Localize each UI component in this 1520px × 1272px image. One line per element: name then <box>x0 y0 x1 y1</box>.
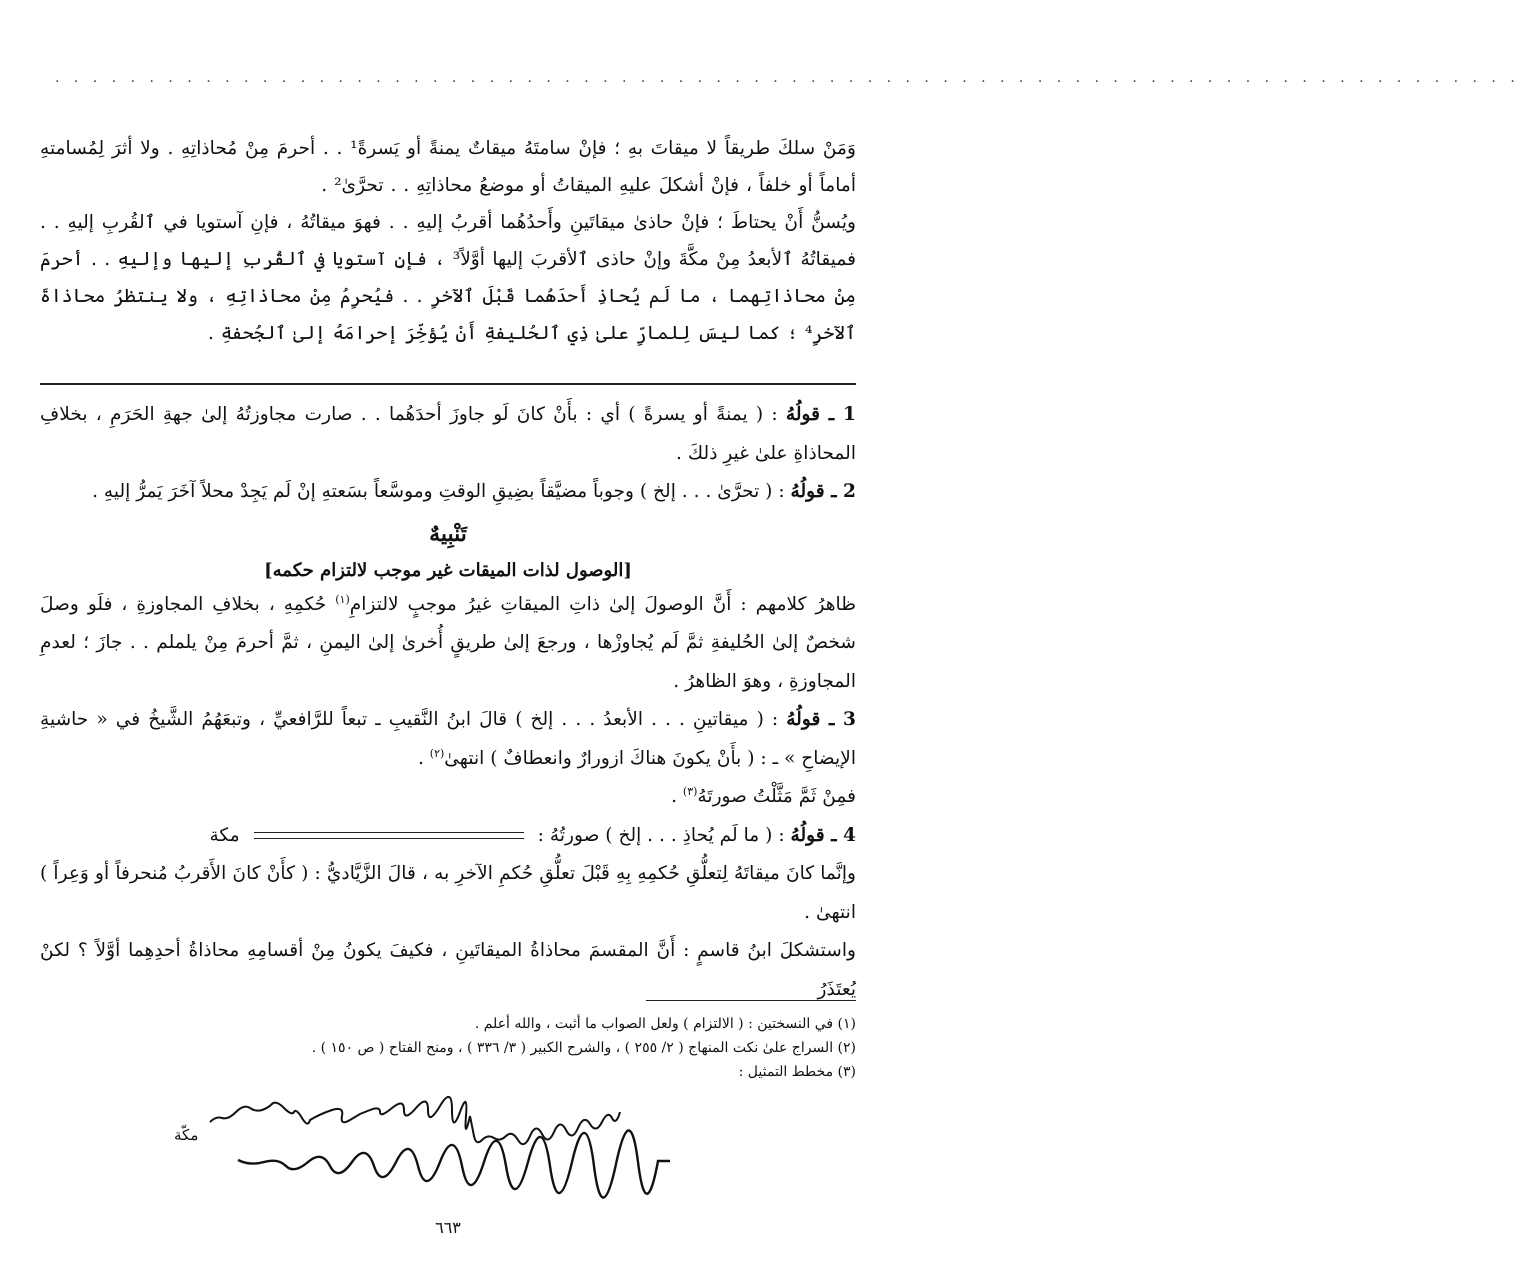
tanbih-text-b: حُكمِهِ ، بخلافِ المجاوزةِ ، فلَو وصلَ شخصٌ إلىٰ الحُليفةِ ثمَّ لَم يُجاوزْها ، ورجعَ إلىٰ طريقٍ أُخرىٰ إلىٰ اليمنِ ، ثمَّ أحرمَ مِنْ يلملم . . جازَ ؛ لعدمِ المجاوزةِ ، وهوَ الظاهرُ . <box>40 593 856 692</box>
tanbih-heading: تَنْبِيهٌ <box>429 520 467 547</box>
commentary-4-b: وإنَّما كانَ ميقاتَهُ لِتعلُّقِ حُكمِهِ بِهِ قَبْلَ تعلُّقِ حُكمِ الآخرِ به ، قالَ الزَّيَّاديُّ : ( كأَنْ كانَ الأَقربُ مُنحرفاً أو وَعِراً ) انتهىٰ . <box>40 863 856 923</box>
commentary-4-mekka: مكة <box>209 824 240 846</box>
tanbih-text-a: ظاهرُ كلامهم : أَنَّ الوصولَ إلىٰ ذاتِ الميقاتِ غيرُ موجبٍ لالتزامِ <box>349 593 857 615</box>
footnote-2: (٢) السراج علىٰ نكت المنهاج ( ٢/ ٢٥٥ ) ، والشرح الكبير ( ٣/ ٣٣٦ ) ، ومنح الفتاح ( ص ١٥٠ ) . <box>311 1040 856 1056</box>
inline-double-line <box>254 832 524 839</box>
tanbih-paragraph <box>40 586 856 702</box>
commentary-3-text: : ( ميقاتينِ . . . الأبعدُ . . . إلخ ) قالَ ابنُ النَّقيبِ ـ تبعاً للرَّافعيِّ ، وتبعَهُمُ الشَّيخُ في « حاشيةِ الإيضاحِ » ـ : ( بأَنْ يكونَ هناكَ ازورارٌ وانعطافٌ ) انتهىٰ <box>40 709 856 769</box>
route-diagram <box>160 1082 680 1192</box>
commentary-3 <box>40 701 856 778</box>
footnote-ref-3: (٣) <box>682 784 698 798</box>
diagram-label-mekka: مكّة <box>174 1126 199 1144</box>
commentary-1-text: : ( يمنةً أو يسرةً ) أي : بأَنْ كانَ لَو جاوزَ أحدَهُما . . صارت مجاوزتُهُ إلىٰ جهةِ الحَرَمِ ، بخلافِ المحاذاةِ علىٰ غيرِ ذلكَ . <box>40 404 856 464</box>
commentary-4-number: 4 ـ قولُهُ <box>790 824 856 846</box>
main-paragraph-2: ويُسنُّ أَنْ يحتاطَ ؛ فإنْ حاذىٰ ميقاتَينِ وأَحدُهُما أقربُ إليهِ . . فهوَ ميقاتُهُ ، فإنِ آستويا في ٱلقُربِ إليهِ . . فميقاتُهُ ٱلأبعدُ مِنْ مكَّةَ وإنْ حاذى ٱلأقربَ إليها أوَّلاً³ ، فإنِ آستويا في ٱلقُربِ إليها وإليهِ . . أحرمَ مِنْ محاذاتِهما ، ما لَم يُحاذِ أَحدَهُما قَبْلَ ٱلآخرِ . . فيُحرِمُ مِنْ محاذاتِهِ ، ولا ينتظرُ محاذاةَ ٱلآخرِ⁴ ؛ كما ليسَ لِلمارِّ علىٰ ذِي ٱلحُليفةِ أَنْ يُؤخِّرَ إحرامَهُ إلىٰ ٱلجُحفةِ . <box>40 212 856 344</box>
footnote-separator-rule <box>646 1000 856 1001</box>
commentary-4 <box>40 817 856 856</box>
diagram-lower-route <box>238 1130 670 1197</box>
footnote-3: (٣) مخطط التمثيل : <box>738 1064 856 1080</box>
commentary <box>40 396 856 1009</box>
page-number: ٦٦٣ <box>435 1218 461 1237</box>
main-separator-rule <box>40 383 856 385</box>
commentary-3-line2 <box>40 778 856 817</box>
commentary-2 <box>40 473 856 512</box>
commentary-1 <box>40 396 856 473</box>
section-subheading: [الوصول لذات الميقات غير موجب لالتزام حكمه] <box>264 559 632 581</box>
commentary-2-text: : ( تحرَّىٰ . . . إلخ ) وجوباً مضيَّقاً بضِيقِ الوقتِ وموسَّعاً بسَعتهِ إنْ لَم يَجِدْ محلاً آخَرَ يَمرُّ إليهِ . <box>92 481 785 502</box>
footnote-ref-2: (٢) <box>429 746 445 760</box>
main-text <box>40 130 856 352</box>
footnote-1: (١) في النسختين : ( الالتزام ) ولعل الصواب ما أثبت ، والله أعلم . <box>474 1016 856 1032</box>
commentary-3-number: 3 ـ قولُهُ <box>786 709 856 730</box>
footnote-ref-1: (١) <box>335 592 350 606</box>
commentary-2-number: 2 ـ قولُهُ <box>790 481 856 502</box>
main-paragraph-1: وَمَنْ سلكَ طريقاً لا ميقاتَ بهِ ؛ فإنْ سامتَهُ ميقاتٌ يمنةً أو يَسرةً¹ . . أحرمَ مِنْ مُحاذاتِهِ . ولا أثرَ لِمُسامتهِ أماماً أو خلفاً ، فإنْ أشكلَ عليهِ الميقاتُ أو موضعُ محاذاتِهِ . . تحرَّىٰ² . <box>40 138 856 196</box>
commentary-4-c: واستشكلَ ابنُ قاسمٍ : أَنَّ المقسمَ محاذاةُ الميقاتَينِ ، فكيفَ يكونُ مِنْ أقسامِهِ محاذاةُ أحدِهِما أوَّلاً ؟ لكنْ يُعتَذَرُ <box>40 940 856 1000</box>
footnotes <box>120 1012 856 1084</box>
commentary-3-text-end: . <box>417 747 430 769</box>
diagram-upper-route <box>210 1097 620 1144</box>
commentary-1-number: 1 ـ قولُهُ <box>785 404 856 425</box>
commentary-3-line2-text: فمِنْ ثَمَّ مَثَّلْتُ صورتَهُ <box>697 786 856 807</box>
commentary-4-text: : ( ما لَم يُحاذِ . . . إلخ ) صورتُهُ : <box>537 824 785 846</box>
commentary-3-line2-end: . <box>671 786 683 807</box>
header-dotted-line: . . . . . . . . . . . . . . . . . . . . . . . . . . . . . . . . . . . . . . . . . . . . . . . . . . . . . . . . . . . . . . . . . . . . . . . . . . . . . . <box>55 70 1520 86</box>
